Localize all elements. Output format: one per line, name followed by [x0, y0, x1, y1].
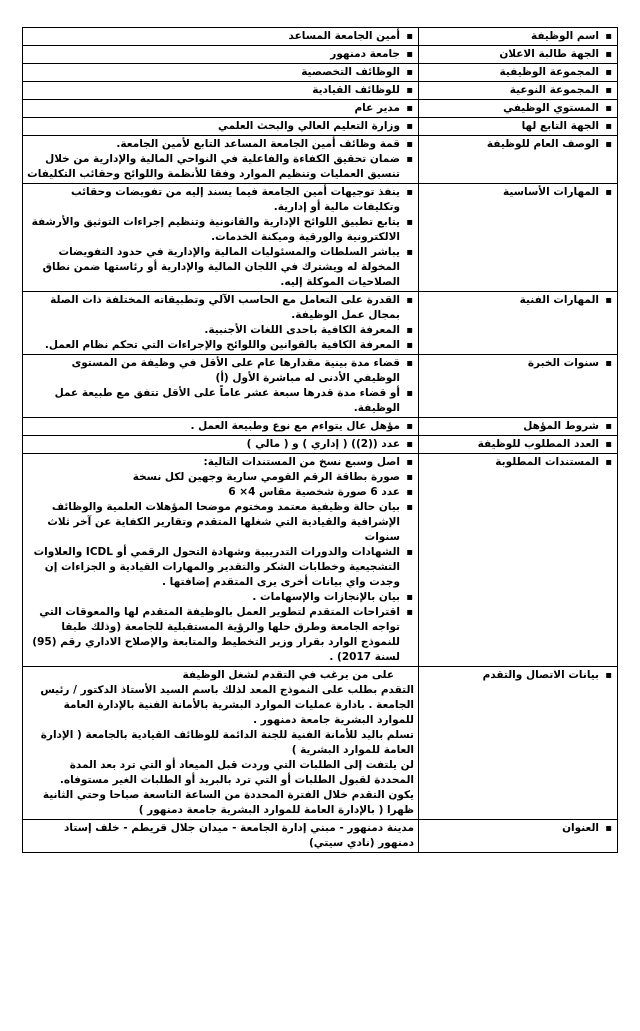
- row-value: ▪ أمين الجامعة المساعد: [27, 29, 400, 44]
- row-label: ▪ سنوات الخبرة: [423, 356, 599, 371]
- row-value: ▪ عدد 6 صورة شخصية مقاس 4× 6: [27, 485, 400, 500]
- row-label: ▪ المجموعة الوظيفية: [423, 65, 599, 80]
- row-value: ▪ يتابع تطبيق اللوائح الإدارية والقانونية وتنظيم إجراءات التوثيق والأرشفة الالكترونية والورقية وميكنة الخدمات.: [27, 215, 400, 245]
- row-label: ▪ العدد المطلوب للوظيفة: [423, 437, 599, 452]
- row-value: مدينة دمنهور - مبني إدارة الجامعة - ميدان جلال قريطم - خلف إستاد دمنهور (نادي سيتي): [64, 822, 414, 849]
- row-label: ▪ المجموعة النوعية: [423, 83, 599, 98]
- row-value: لن يلتفت إلى الطلبات التي وردت قبل الميعاد أو التي ترد بعد المدة المحددة لقبول الطلبات أو التي ترد بالبريد أو الطلبات الغير مستوفاه.: [59, 759, 414, 786]
- row-value: ▪ المعرفة الكافية بالقوانين واللوائح والإجراءات التي تحكم نظام العمل.: [27, 338, 400, 353]
- row-technical-skills: [23, 292, 618, 355]
- row-value: ▪ يباشر السلطات والمسئوليات المالية والإدارية في حدود التفويضات المخولة له ويشترك في اللجان المالية والإدارية أو رئاستها ضمن نطاق الصلاحيات الموكلة إليه.: [27, 245, 400, 290]
- row-label: ▪ العنوان: [423, 821, 599, 836]
- row-value: ▪ وزارة التعليم العالي والبحث العلمي: [27, 119, 400, 134]
- row-value: ▪ ينفذ توجيهات أمين الجامعة فيما يسند إليه من تفويضات وحقائب وتكليفات مالية أو إدارية.: [27, 185, 400, 215]
- row-value: ▪ ضمان تحقيق الكفاءة والفاعلية في النواحي المالية والإدارية من خلال تنسيق العمليات وتنظيم الموارد وفقا للأنظمة واللوائح وحقائب التكليفات: [27, 152, 400, 182]
- row-job-group: [23, 64, 618, 82]
- row-value: على من يرغب في التقدم لشغل الوظيفة: [182, 669, 394, 681]
- row-label: ▪ الجهة التابع لها: [423, 119, 599, 134]
- row-job-level: [23, 100, 618, 118]
- row-required-count: [23, 436, 618, 454]
- row-affiliation: [23, 118, 618, 136]
- row-label: ▪ الوصف العام للوظيفة: [423, 137, 599, 152]
- row-value: ▪ قمة وظائف أمين الجامعة المساعد التابع لأمين الجامعة.: [27, 137, 400, 152]
- row-label: ▪ المهارات الأساسية: [423, 185, 599, 200]
- row-qualification: [23, 418, 618, 436]
- row-required-documents: [23, 454, 618, 667]
- row-value: ▪ أو قضاء مدة قدرها سبعة عشر عاماً على الأقل تتفق مع طبيعة عمل الوظيفة.: [27, 386, 400, 416]
- row-contact-application: [23, 667, 618, 820]
- row-value: ▪ بيان بالإنجازات والإسهامات .: [27, 590, 400, 605]
- row-label: ▪ اسم الوظيفة: [423, 29, 599, 44]
- row-value: ▪ للوظائف القيادية: [27, 83, 400, 98]
- job-announcement: [22, 27, 618, 853]
- row-label: ▪ المستندات المطلوبة: [423, 455, 599, 470]
- row-value: ▪ اقتراحات المتقدم لتطوير العمل بالوظيفة المتقدم لها والمعوقات التي تواجه الجامعة وطرق حلها والرؤية المستقبلية للجامعة (وذلك طبقا للنموذج الوارد بقرار وزير التخطيط والمتابعة والإصلاح الاداري رقم (95) لسنة 2017) .: [27, 605, 400, 665]
- row-job-title: [23, 28, 618, 46]
- row-value: ▪ عدد ((2)) ( إداري ) و ( مالي ): [27, 437, 400, 452]
- row-label: ▪ شروط المؤهل: [423, 419, 599, 434]
- row-value: التقدم بطلب على النموذج المعد لذلك باسم السيد الأستاذ الدكتور / رئيس الجامعة . بادارة عمليات الموارد البشرية بالأمانة الفنية بالإدارة العامة للموارد البشرية جامعة دمنهور .: [40, 684, 414, 726]
- row-label: ▪ المهارات الفنية: [423, 293, 599, 308]
- row-core-skills: [23, 184, 618, 292]
- row-value: ▪ صورة بطاقة الرقم القومي سارية وجهين لكل نسخة: [27, 470, 400, 485]
- row-address: [23, 820, 618, 853]
- row-value: تسلم باليد للأمانة الفنية للجنة الدائمة للوظائف القيادية بالجامعة ( الإدارة العامة للموارد البشرية ): [40, 729, 414, 756]
- row-value: ▪ الوظائف التخصصية: [27, 65, 400, 80]
- row-value: يكون التقدم خلال الفترة المحددة من الساعة التاسعة صباحا وحتي الثانية ظهرا ( بالإدارة العامة للموارد البشرية جامعة دمنهور ): [42, 789, 414, 816]
- row-value: ▪ قضاء مدة بينية مقدارها عام على الأقل في وظيفة من المستوى الوظيفي الأدنى له مباشرة الأول (أ): [27, 356, 400, 386]
- row-label: ▪ بيانات الاتصال والتقدم: [423, 668, 599, 683]
- row-qualitative-group: [23, 82, 618, 100]
- row-job-description: [23, 136, 618, 184]
- row-label: ▪ الجهة طالبة الاعلان: [423, 47, 599, 62]
- row-value: ▪ مدير عام: [27, 101, 400, 116]
- row-value: ▪ القدرة على التعامل مع الحاسب الآلي وتطبيقاته المختلفة ذات الصلة بمجال عمل الوظيفة.: [27, 293, 400, 323]
- row-requesting-entity: [23, 46, 618, 64]
- row-value: ▪ بيان حالة وظيفية معتمد ومختوم موضحا المؤهلات العلمية والوظائف الإشرافية والقيادية التي شغلها المتقدم وتقارير الكفاية عن آخر ثلاث سنوات: [27, 500, 400, 545]
- row-label: ▪ المستوي الوظيفي: [423, 101, 599, 116]
- row-value: ▪ المعرفة الكافية باحدى اللغات الأجنبية.: [27, 323, 400, 338]
- row-value: ▪ الشهادات والدورات التدريبية وشهادة التحول الرقمي أو ICDL والعلاوات التشجيعية وخطابات الشكر والتقدير والمهارات القيادية و الجزاءات إن وجدت واي بيانات أخرى يرى المتقدم إضافتها .: [27, 545, 400, 590]
- row-value: ▪ اصل وسبع نسخ من المستندات التالية:: [27, 455, 400, 470]
- row-value: ▪ جامعة دمنهور: [27, 47, 400, 62]
- job-details-table: [22, 27, 618, 853]
- row-experience-years: [23, 355, 618, 418]
- row-value: ▪ مؤهل عال يتواءم مع نوع وطبيعة العمل .: [27, 419, 400, 434]
